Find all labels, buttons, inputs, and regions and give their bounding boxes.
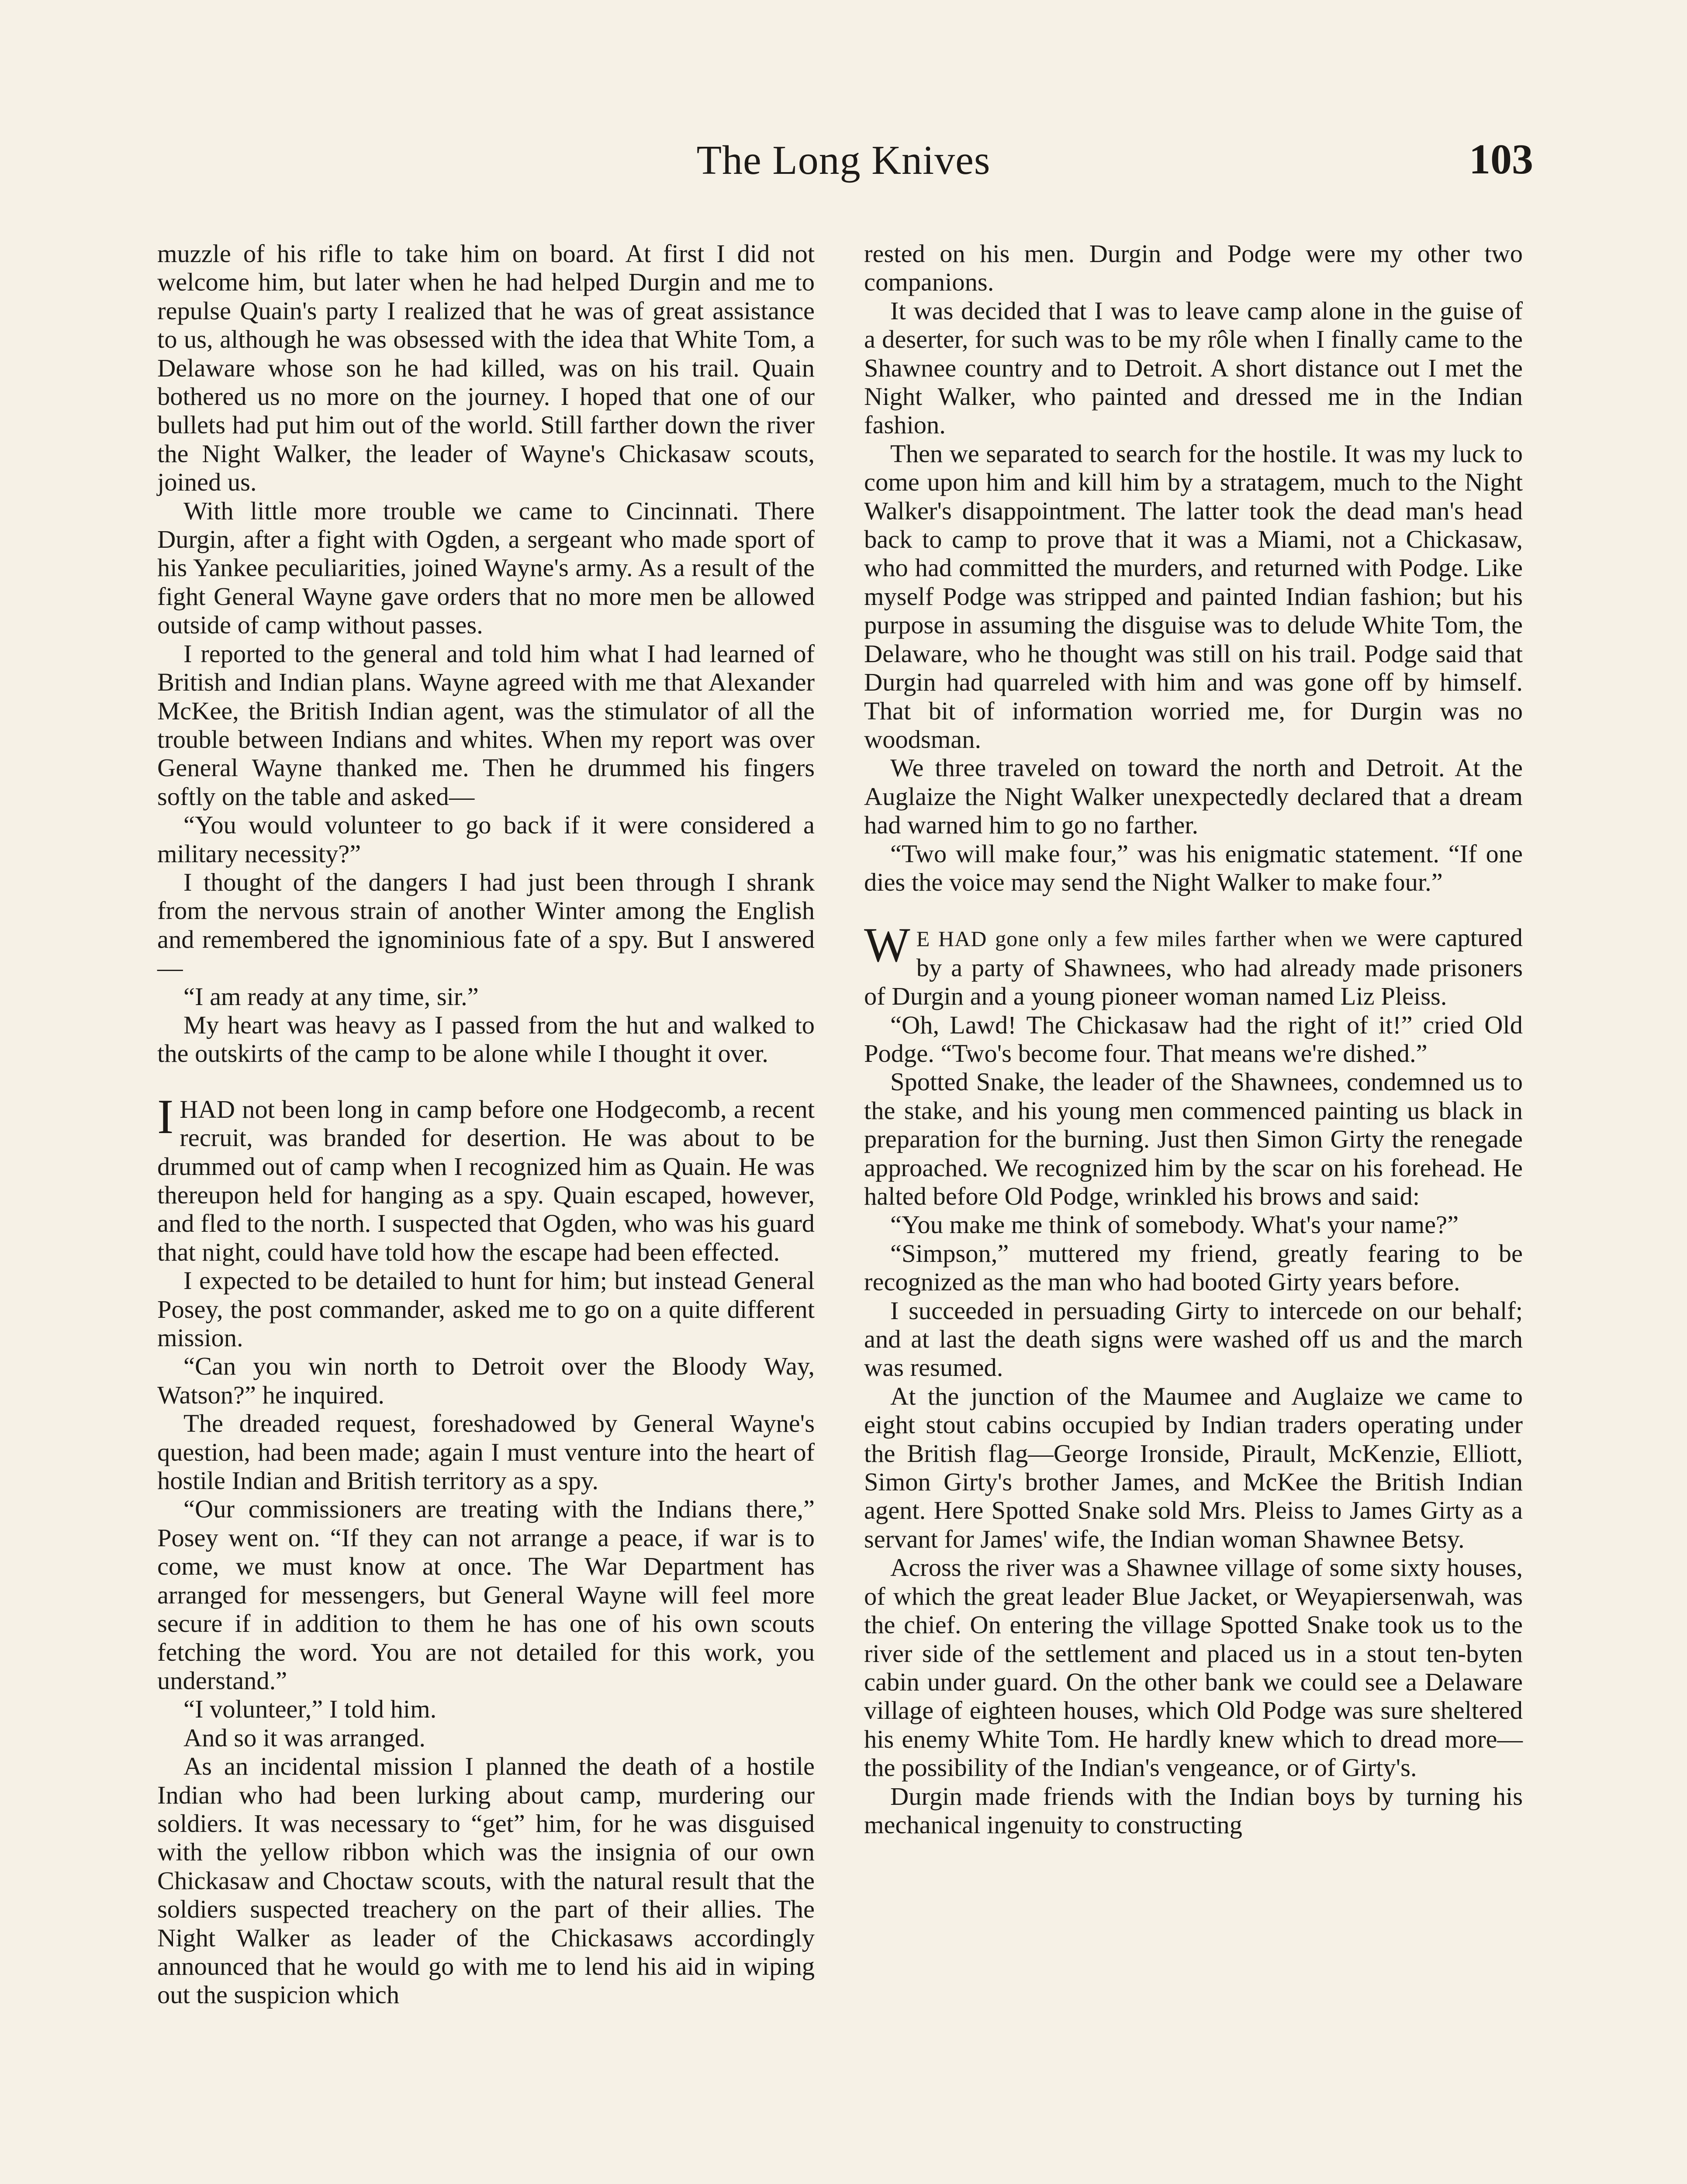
paragraph: We three traveled on toward the north and Detroit. At the Auglaize the Night Walker unexpectedly declared that a dream had warned him to go no farther.: [864, 753, 1523, 840]
left-column: [157, 239, 815, 2009]
paragraph: And so it was arranged.: [183, 1723, 425, 1752]
paragraph: “I am ready at any time, sir.”: [183, 982, 479, 1011]
paragraph: muzzle of his rifle to take him on board. At first I did not welcome him, but later when he had helped Durgin and me to repulse Quain's party I realized that he was of great assistance to us, although he was obsessed with the idea that White Tom, a Delaware whose son he had killed, was on his trail. Quain bothered us no more on the journey. I hoped that one of our bullets had put him out of the world. Still farther down the river the Night Walker, the leader of Wayne's Chickasaw scouts, joined us.: [157, 239, 815, 497]
paragraph: “You would volunteer to go back if it were considered a military necessity?”: [157, 811, 815, 868]
paragraph: “You make me think of somebody. What's your name?”: [890, 1210, 1459, 1239]
paragraph: Durgin made friends with the Indian boys by turning his mechanical ingenuity to constructing: [864, 1782, 1523, 1839]
paragraph: “Simpson,” muttered my friend, greatly fearing to be recognized as the man who had booted Girty years before.: [864, 1239, 1523, 1296]
paragraph: “Our commissioners are treating with the Indians there,” Posey went on. “If they can not arrange a peace, if war is to come, we must know at once. The War Department has arranged for messengers, but General Wayne will feel more secure if in addition to them he has one of his own scouts fetching the word. You are not detailed for this work, you understand.”: [157, 1495, 815, 1695]
paragraph: With little more trouble we came to Cincinnati. There Durgin, after a fight with Ogden, a sergeant who made sport of his Yankee peculiarities, joined Wayne's army. As a result of the fight General Wayne gave orders that no more men be allowed outside of camp without passes.: [157, 496, 815, 639]
paragraph: Across the river was a Shawnee village of some sixty houses, of which the great leader Blue Jacket, or Weyapiersenwah, was the chief. On entering the village Spotted Snake took us to the river side of the settlement and placed us in a stout ten-byten cabin under guard. On the other bank we could see a Delaware village of eighteen houses, which Old Podge was sure sheltered his enemy White Tom. He hardly knew which to dread more—the possibility of the Indian's vengeance, or of Girty's.: [864, 1553, 1523, 1782]
running-title: The Long Knives: [696, 138, 991, 183]
paragraph: My heart was heavy as I passed from the hut and walked to the outskirts of the camp to be alone while I thought it over.: [157, 1010, 815, 1068]
paragraph: I expected to be detailed to hunt for him; but instead General Posey, the post commander, asked me to go on a quite different mission.: [157, 1266, 815, 1352]
paragraph-text: were captured by a party of Shawnees, who had already made prisoners of Durgin and a young pioneer woman named Liz Pleiss.: [864, 923, 1523, 1011]
paragraph: “Can you win north to Detroit over the Bloody Way, Watson?” he inquired.: [157, 1352, 815, 1409]
paragraph: “Two will make four,” was his enigmatic statement. “If one dies the voice may send the Night Walker to make four.”: [864, 839, 1523, 896]
section-opening-paragraph: [157, 1089, 815, 1266]
paragraph: “Oh, Lawd! The Chickasaw had the right of it!” cried Old Podge. “Two's become four. That means we're dished.”: [864, 1010, 1523, 1068]
paragraph: I succeeded in persuading Girty to intercede on our behalf; and at last the death signs were washed off us and the march was resumed.: [864, 1296, 1523, 1382]
paragraph: Spotted Snake, the leader of the Shawnees, condemned us to the stake, and his young men commenced painting us black in preparation for the burning. Just then Simon Girty the renegade approached. We recognized him by the scar on his forehead. He halted before Old Podge, wrinkled his brows and said:: [864, 1068, 1523, 1210]
paragraph: Then we separated to search for the hostile. It was my luck to come upon him and kill him by a stratagem, much to the Night Walker's disappointment. The latter took the dead man's head back to camp to prove that it was a Miami, not a Chickasaw, who had committed the murders, and returned with Podge. Like myself Podge was stripped and painted Indian fashion; but his purpose in assuming the disguise was to delude White Tom, the Delaware, who he thought was still on his trail. Podge said that Durgin had quarreled with him and was gone off by himself. That bit of information worried me, for Durgin was no woodsman.: [864, 439, 1523, 753]
page-number: 103: [1469, 136, 1533, 183]
paragraph: “I volunteer,” I told him.: [183, 1695, 437, 1724]
section-opening-paragraph: [864, 918, 1523, 1011]
paragraph-text: HAD not been long in camp before one Hodgecomb, a recent recruit, was branded for desertion. He was about to be drummed out of camp when I recognized him as Quain. He was thereupon held for hanging as a spy. Quain escaped, however, and fled to the north. I suspected that Ogden, who was his guard that night, could have told how the escape had been effected.: [157, 1095, 815, 1266]
right-column: [864, 239, 1523, 1839]
paragraph: As an incidental mission I planned the death of a hostile Indian who had been lurking about camp, murdering our soldiers. It was necessary to “get” him, for he was disguised with the yellow ribbon which was the insignia of our own Chickasaw and Choctaw scouts, with the natural result that the soldiers suspected treachery on the part of their allies. The Night Walker as leader of the Chickasaws accordingly announced that he would go with me to lend his aid in wiping out the suspicion which: [157, 1752, 815, 2009]
paragraph: The dreaded request, foreshadowed by General Wayne's question, had been made; again I must venture into the heart of hostile Indian and British territory as a spy.: [157, 1409, 815, 1495]
paragraph: I reported to the general and told him what I had learned of British and Indian plans. Wayne agreed with me that Alexander McKee, the British Indian agent, was the stimulator of all the trouble between Indians and whites. When my report was over General Wayne thanked me. Then he drummed his fingers softly on the table and asked—: [157, 639, 815, 811]
drop-cap: W: [864, 918, 910, 973]
paragraph: It was decided that I was to leave camp alone in the guise of a deserter, for such was to be my rôle when I finally came to the Shawnee country and to Detroit. A short distance out I met the Night Walker, who painted and dressed me in the Indian fashion.: [864, 296, 1523, 439]
paragraph: At the junction of the Maumee and Auglaize we came to eight stout cabins occupied by Indian traders operating under the British flag—George Ironside, Pirault, McKenzie, Elliott, Simon Girty's brother James, and McKee the British Indian agent. Here Spotted Snake sold Mrs. Pleiss to James Girty as a servant for James' wife, the Indian woman Shawnee Betsy.: [864, 1382, 1523, 1553]
paragraph: I thought of the dangers I had just been through I shrank from the nervous strain of another Winter among the English and remembered the ignominious fate of a spy. But I answered—: [157, 867, 815, 982]
paragraph: rested on his men. Durgin and Podge were my other two companions.: [864, 239, 1523, 297]
small-caps-lead: E HAD gone only a few miles farther when we: [916, 926, 1368, 951]
drop-cap: I: [157, 1089, 174, 1144]
